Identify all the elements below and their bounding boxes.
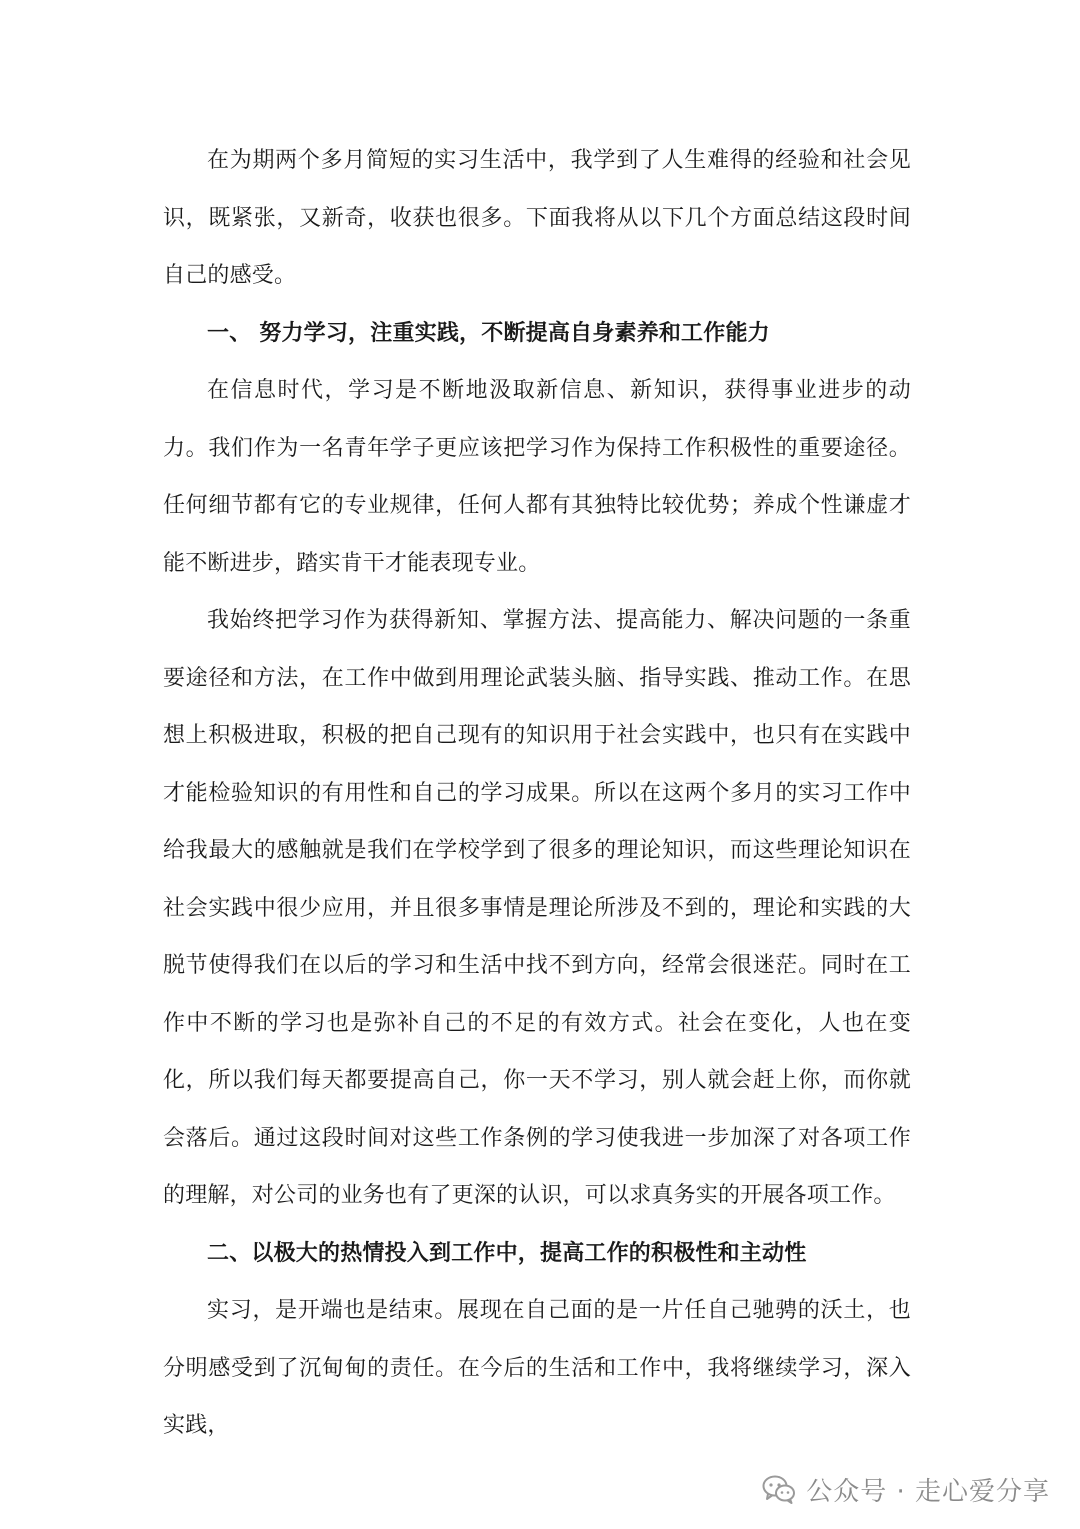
section-1-heading: 一、 努力学习，注重实践，不断提高自身素养和工作能力: [207, 319, 770, 346]
wechat-icon: [762, 1474, 796, 1504]
section-2-paragraph-1: 实习，是开端也是结束。展现在自己面的是一片任自己驰骋的沃土，也分明感受到了沉甸甸的责任。在今后的生活和工作中，我将继续学习，深入实践，: [163, 1298, 911, 1438]
watermark-text: 公众号 · 走心爱分享: [806, 1476, 1050, 1507]
document-body: [163, 132, 911, 1455]
section-1-paragraph-1: 在信息时代，学习是不断地汲取新信息、新知识，获得事业进步的动力。我们作为一名青年学子更应该把学习作为保持工作积极性的重要途径。任何细节都有它的专业规律，任何人都有其独特比较优势；养成个性谦虚才能不断进步，踏实肯干才能表现专业。: [163, 378, 911, 576]
watermark: [762, 1469, 1050, 1509]
section-2-heading: 二、以极大的热情投入到工作中，提高工作的积极性和主动性: [207, 1239, 807, 1266]
section-1-paragraph-2: 我始终把学习作为获得新知、掌握方法、提高能力、解决问题的一条重要途径和方法，在工作中做到用理论武装头脑、指导实践、推动工作。在思想上积极进取，积极的把自己现有的知识用于社会实践中，也只有在实践中才能检验知识的有用性和自己的学习成果。所以在这两个多月的实习工作中给我最大的感触就是我们在学校学到了很多的理论知识，而这些理论知识在社会实践中很少应用，并且很多事情是理论所涉及不到的，理论和实践的大脱节使得我们在以后的学习和生活中找不到方向，经常会很迷茫。同时在工作中不断的学习也是弥补自己的不足的有效方式。社会在变化，人也在变化，所以我们每天都要提高自己，你一天不学习，别人就会赶上你，而你就会落后。通过这段时间对这些工作条例的学习使我进一步加深了对各项工作的理解，对公司的业务也有了更深的认识，可以求真务实的开展各项工作。: [163, 608, 911, 1208]
intro-paragraph: 在为期两个多月简短的实习生活中，我学到了人生难得的经验和社会见识，既紧张，又新奇，收获也很多。下面我将从以下几个方面总结这段时间自己的感受。: [163, 148, 911, 288]
